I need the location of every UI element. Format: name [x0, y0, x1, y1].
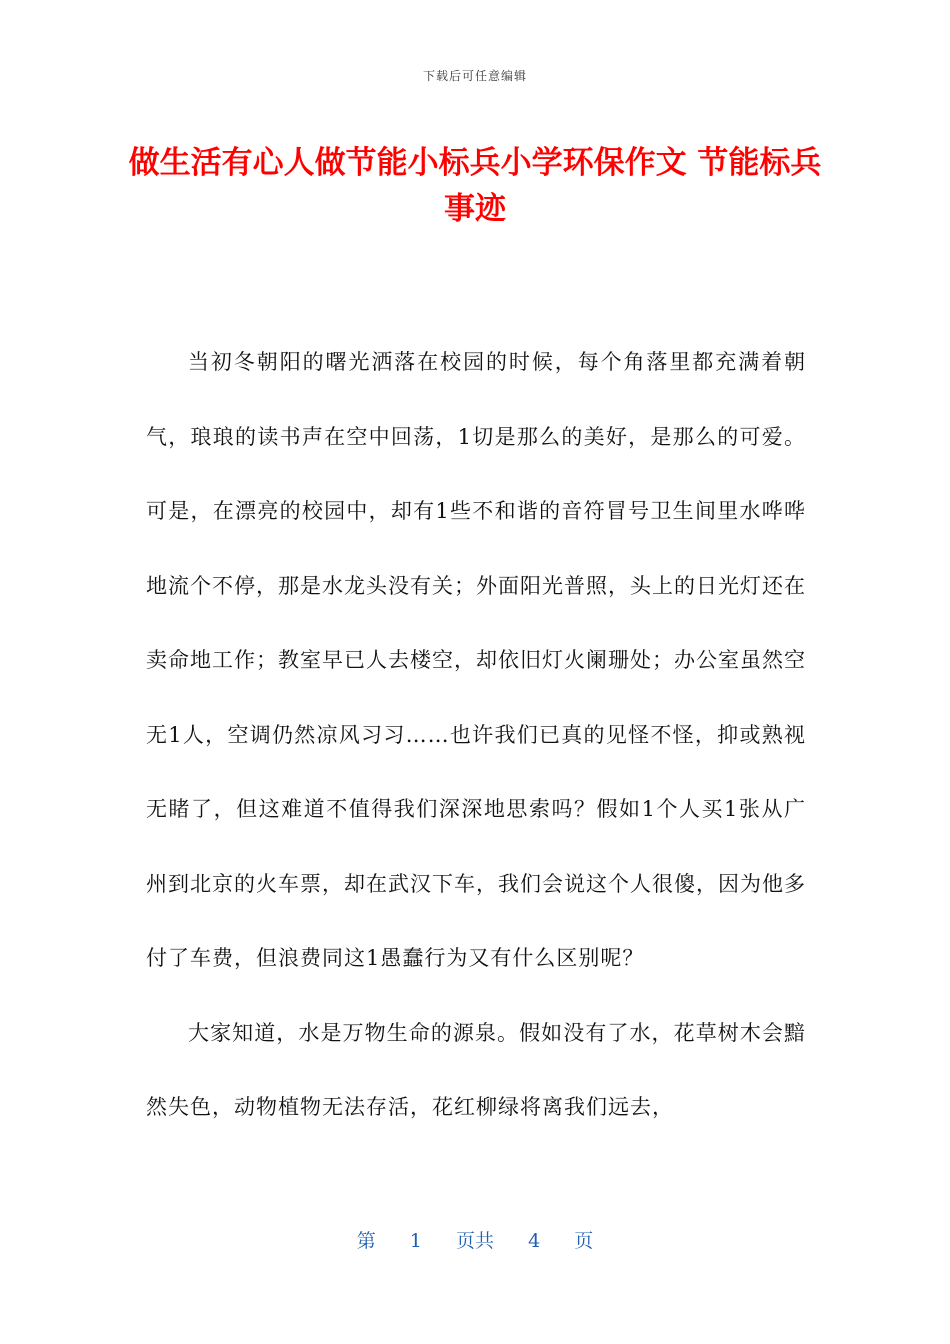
document-body	[146, 325, 806, 1145]
header-note: 下载后可任意编辑	[422, 69, 527, 83]
total-pages-number: 4	[528, 1230, 541, 1252]
paragraph-1: 当初冬朝阳的曙光洒落在校园的时候，每个角落里都充满着朝气，琅琅的读书声在空中回荡，1切是那么的美好，是那么的可爱。可是，在漂亮的校园中，却有1些不和谐的音符冒号卫生间里水哗哗地流个不停，那是水龙头没有关；外面阳光普照，头上的日光灯还在卖命地工作；教室早已人去楼空，却依旧灯火阑珊处；办公室虽然空无1人，空调仍然凉风习习……也许我们已真的见怪不怪，抑或熟视无睹了，但这难道不值得我们深深地思索吗？假如1个人买1张从广州到北京的火车票，却在武汉下车，我们会说这个人很傻，因为他多付了车费，但浪费同这1愚蠢行为又有什么区别呢？	[146, 350, 806, 970]
paragraph-2: 大家知道，水是万物生命的源泉。假如没有了水，花草树木会黯然失色，动物植物无法存活，花红柳绿将离我们远去，	[146, 1020, 806, 1119]
page-prefix: 第	[356, 1230, 376, 1252]
page-suffix: 页	[574, 1230, 594, 1252]
document-title: 做生活有心人做节能小标兵小学环保作文 节能标兵事迹	[128, 145, 822, 227]
page-mid: 页共	[455, 1230, 494, 1252]
current-page-number: 1	[409, 1230, 422, 1252]
page-footer	[0, 1226, 950, 1253]
